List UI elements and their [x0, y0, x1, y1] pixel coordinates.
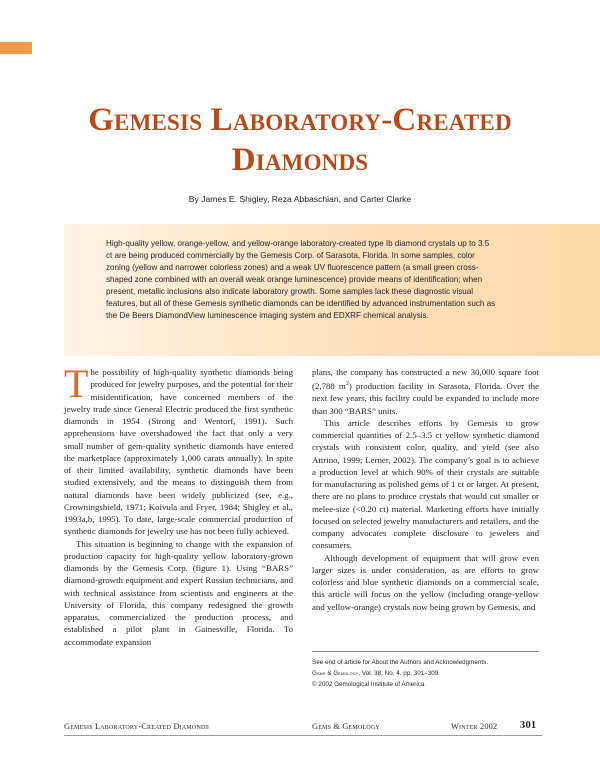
footnote-divider	[312, 651, 539, 652]
footnote-copyright: © 2002 Gemological Institute of America	[312, 681, 425, 688]
footer-issue: Winter 2002	[451, 722, 498, 731]
body-column-left	[64, 361, 293, 648]
body-paragraph-2: This situation is beginning to change with the expansion of production capacity for high-quality yellow laboratory-grown diamonds by the Gemesis Corp. (figure 1). Using “BARS” diamond-growth equipment and expert Russian technicians, and with technical assistance from scientists and engineers at the University of Florida, this company redesigned the growth apparatus, commercialized the production process, and established a pilot plant in Gainesville, Florida. To accommodate expansion	[64, 538, 293, 647]
footnotes	[312, 657, 542, 690]
footnote-citation	[312, 668, 542, 679]
body-paragraph-3	[312, 366, 539, 417]
footnote-authors: See end of article for About the Authors and Acknowledgments.	[312, 659, 489, 666]
author-line: By James E. Shigley, Reza Abbaschian, and Carter Clarke	[188, 194, 412, 204]
page-number: 301	[520, 720, 537, 731]
corner-accent-bar	[0, 42, 32, 54]
footer-divider	[64, 735, 542, 736]
article-title	[0, 100, 600, 180]
body-paragraph-3-end: ) production facility in Sarasota, Florida. Over the next few years, this facility could be expanded to include more than 300 “BARS” units.	[312, 381, 539, 416]
body-paragraph-1-text: he possibility of high-quality synthetic diamonds being produced for jewelry purposes, and the potential for their misidentification, have concerned members of the jewelry trade since General Electric produced the first synthetic diamonds in 1954 (Strong and Wentorf, 1991). Such apprehensions have overshadowed the fact that only a very small number of gem-quality synthetic diamonds have entered the marketplace (approximately 1,000 carats annually). In spite of their limited availability, synthetic diamonds have been studied extensively, and the means to distinguish them from natural diamonds have been widely publicized (see, e.g., Crowningshield, 1971; Koivula and Fryer, 1984; Shigley et al., 1993a,b, 1995). To date, large-scale commercial production of synthetic diamonds for jewelry use has not been fully achieved.	[64, 367, 293, 537]
superscript-2: 2	[345, 381, 349, 388]
body-paragraph-1	[64, 361, 293, 538]
footer-article-title: Gemesis Laboratory-Created Diamonds	[64, 722, 210, 731]
title-line-1: Gemesis Laboratory-Created	[88, 102, 512, 138]
footnote-journal: Gems & Gemology	[312, 670, 359, 677]
abstract-text: High-quality yellow, orange-yellow, and yellow-orange laboratory-created type Ib diamond crystals up to 3.5 ct are being produced commercially by the Gemesis Corp. of Sarasota, Florida. In some samples, color zoning (yellow and narrower colorless zones) and a weak UV fluorescence pattern (a small green cross-shaped zone combined with an overall weak orange luminescence) provide means of identification; when present, metallic inclusions also indicate laboratory growth. Some samples lack these diagnostic visual features, but all of these Gemesis synthetic diamonds can be identified by advanced instrumentation such as the De Beers DiamondView luminescence imaging system and EDXRF chemical analysis.	[106, 239, 496, 320]
title-line-2: Diamonds	[231, 142, 369, 178]
drop-cap: T	[64, 361, 89, 406]
body-paragraph-5: Although development of equipment that will grow even larger sizes is under consideration, as are efforts to grow colorless and blue synthetic diamonds on a commercial scale, this article will focus on the yellow (including orange-yellow and yellow-orange) crystals now being grown by Gemesis, and	[312, 552, 539, 612]
body-paragraph-3-start: plans, the company has constructed a new 30,000 square foot (2,788 m	[312, 367, 539, 392]
body-column-right	[312, 366, 539, 613]
footer-journal: Gems & Gemology	[312, 722, 380, 731]
body-paragraph-4: This article describes efforts by Gemesis to grow commercial quantities of 2.5–3.5 ct yellow synthetic diamond crystals with consistent color, quality, and yield (see also Attrino, 1999; Lerner, 2002). The company’s goal is to achieve a production level at which 90% of their crystals are suitable for manufacturing as polished gems of 1 ct or larger. At present, there are no plans to produce crystals that would cut smaller or melee-size (<0.20 ct) material. Marketing efforts have initially focused on selected jewelry manufacturers and retailers, and the company advocates complete disclosure to jewelers and consumers.	[312, 417, 539, 551]
footnote-volume: , Vol. 38, No. 4, pp. 301–309.	[358, 670, 440, 677]
